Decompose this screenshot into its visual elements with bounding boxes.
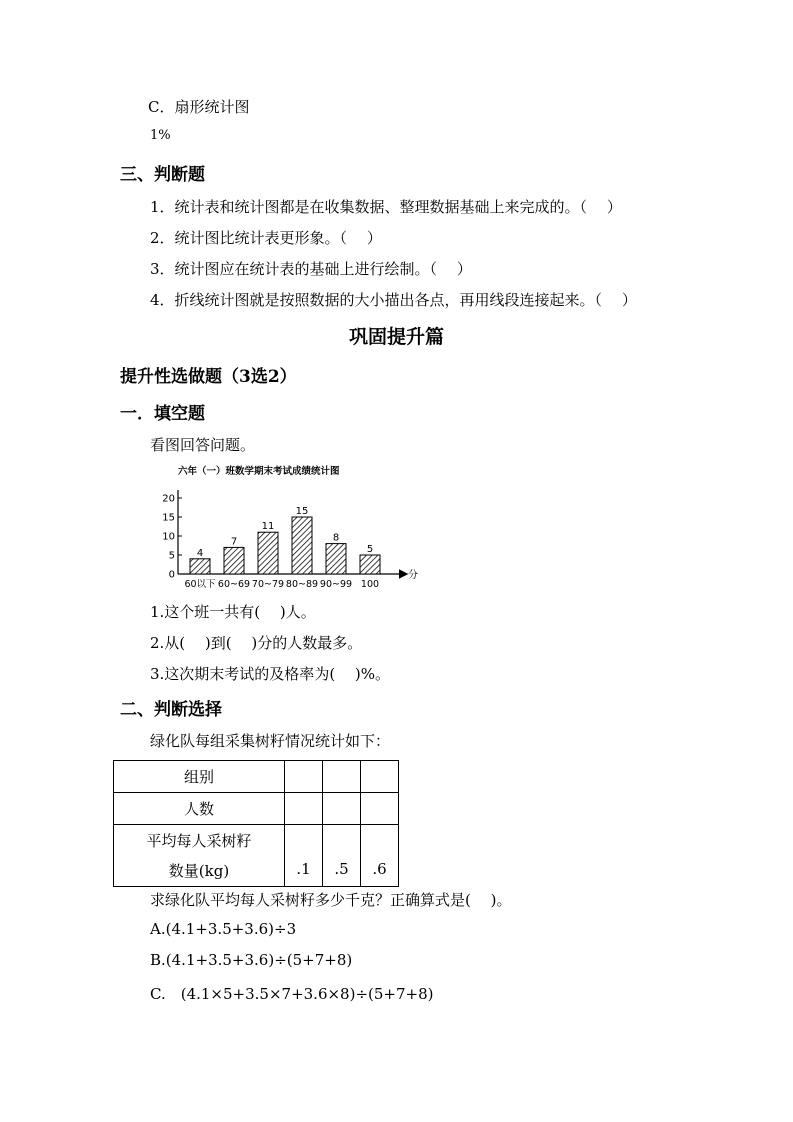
x-tick-label: 80~89 xyxy=(285,579,319,590)
table-cell xyxy=(323,793,361,825)
x-tick-label: 60~69 xyxy=(217,579,251,590)
bar xyxy=(360,555,380,574)
fill-question-1: 1.这个班一共有( )人。 xyxy=(150,603,316,621)
bar xyxy=(224,547,244,574)
subtitle: 提升性选做题（3选2） xyxy=(120,367,297,387)
x-tick-label: 90~99 xyxy=(319,579,353,590)
bar xyxy=(190,559,210,574)
section-two-title: 二、判断选择 xyxy=(120,700,222,720)
table-value-cell: .6 xyxy=(361,825,399,887)
row-label-average xyxy=(114,825,285,887)
y-tick-label: 20 xyxy=(162,493,175,505)
fill-question-2: 2.从( )到( )分的人数最多。 xyxy=(150,634,363,652)
fill-question-3: 3.这次期末考试的及格率为( )%。 xyxy=(150,665,391,683)
table-cell xyxy=(285,793,323,825)
choice-option-a: A.(4.1+3.5+3.6)÷3 xyxy=(150,920,297,938)
bar xyxy=(326,544,346,574)
bar-value-label: 4 xyxy=(196,547,204,559)
table-cell xyxy=(361,761,399,793)
x-tick-label: 100 xyxy=(360,579,380,590)
judge-item-3: 3．统计图应在统计表的基础上进行绘制。（ ） xyxy=(150,260,472,278)
row-label-average-line2: 数量(kg) xyxy=(168,861,230,880)
bar-value-label: 5 xyxy=(366,544,374,555)
y-tick-label: 15 xyxy=(162,512,175,524)
option-c-text: C．扇形统计图 xyxy=(148,98,250,116)
section-three-title: 三、判断题 xyxy=(120,165,205,185)
bar-value-label: 8 xyxy=(332,532,340,544)
bar xyxy=(292,517,312,574)
bar-value-label: 15 xyxy=(295,506,309,517)
seed-table xyxy=(113,760,399,887)
table-intro: 绿化队每组采集树籽情况统计如下： xyxy=(150,732,391,750)
row-label-average-line1: 平均每人采树籽 xyxy=(146,831,252,850)
choice-option-c: C. (4.1×5+3.5×7+3.6×8)÷(5+7+8) xyxy=(150,985,434,1003)
judge-item-4: 4．折线统计图就是按照数据的大小描出各点，再用线段连接起来。（ ） xyxy=(150,291,637,309)
table-value-cell: .1 xyxy=(285,825,323,887)
table-cell xyxy=(285,761,323,793)
bar-chart xyxy=(150,460,430,595)
bar xyxy=(258,532,278,574)
bar-value-label: 7 xyxy=(230,536,238,548)
choice-question: 求绿化队平均每人采树籽多少千克？正确算式是( )。 xyxy=(150,891,512,909)
row-label-people: 人数 xyxy=(114,793,285,825)
x-tick-label: 60以下 xyxy=(184,579,216,590)
y-tick-label: 5 xyxy=(168,550,175,562)
y-tick-label: 10 xyxy=(162,531,175,543)
chart-title: 六年（一）班数学期末考试成绩统计图 xyxy=(178,466,340,477)
x-axis-label: 分 xyxy=(408,570,418,581)
chart-intro: 看图回答问题。 xyxy=(150,436,256,454)
bar-value-label: 11 xyxy=(261,521,275,533)
table-cell xyxy=(323,761,361,793)
judge-item-1: 1．统计表和统计图都是在收集数据、整理数据基础上来完成的。（ ） xyxy=(150,198,622,216)
table-value-cell: .5 xyxy=(323,825,361,887)
section-one-title: 一．填空题 xyxy=(120,404,205,424)
answer-percent: 1% xyxy=(150,128,171,143)
choice-option-b: B.(4.1+3.5+3.6)÷(5+7+8) xyxy=(150,951,353,969)
table-cell xyxy=(361,793,399,825)
y-tick-label: 0 xyxy=(168,569,175,581)
page-title: 巩固提升篇 xyxy=(348,326,444,348)
judge-item-2: 2．统计图比统计表更形象。（ ） xyxy=(150,229,382,247)
row-label-group: 组别 xyxy=(114,761,285,793)
x-tick-label: 70~79 xyxy=(251,579,285,590)
